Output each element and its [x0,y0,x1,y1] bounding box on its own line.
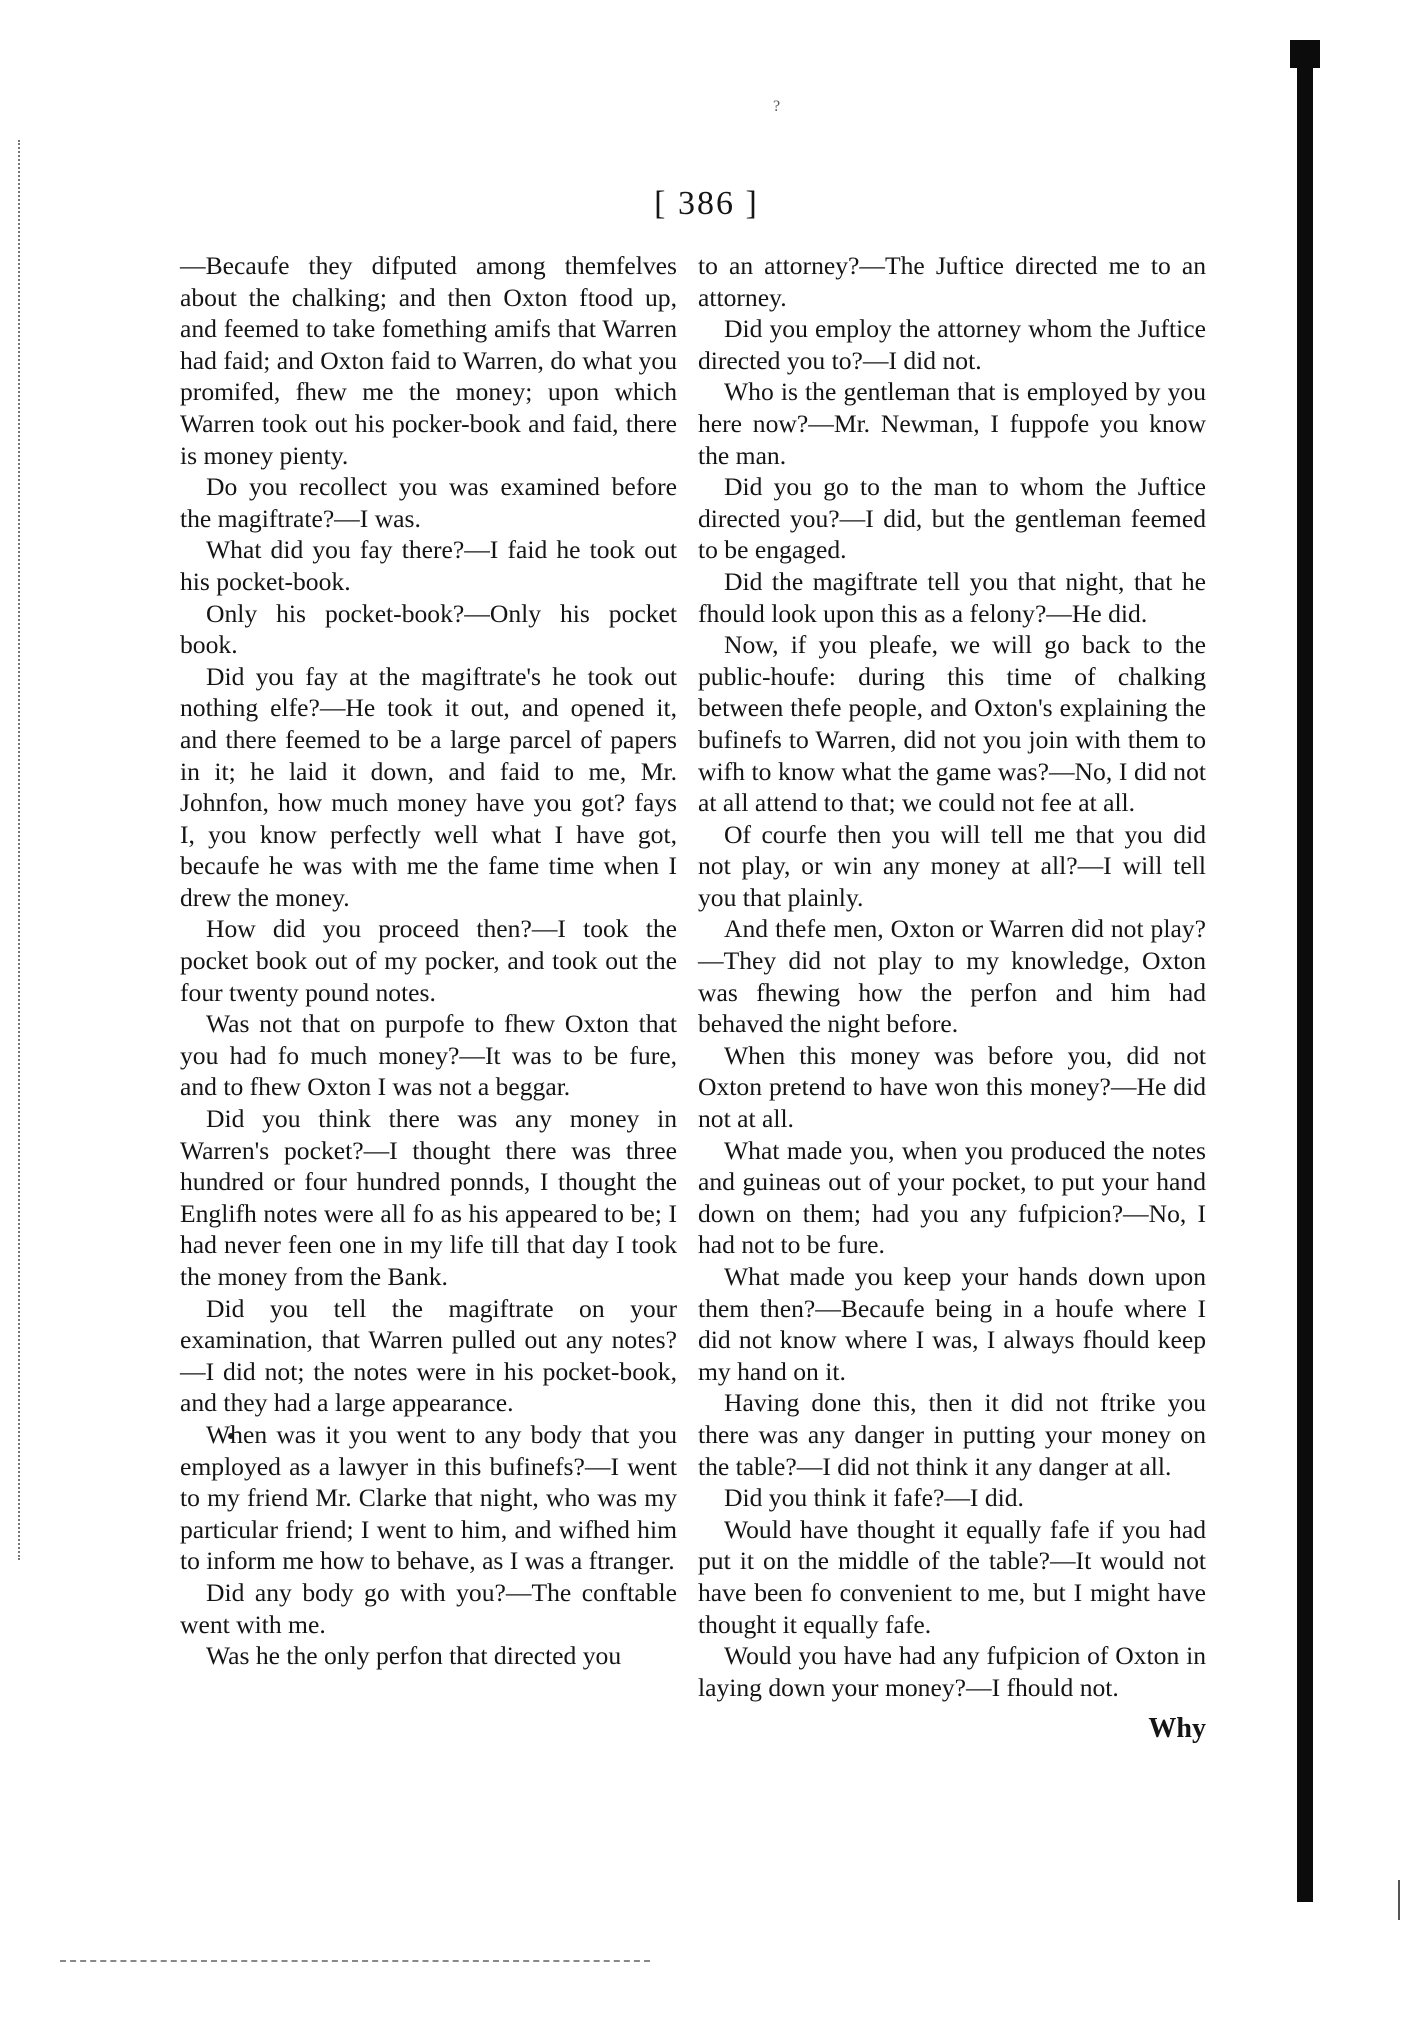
left-margin-specks [18,140,36,1560]
paragraph: Having done this, then it did not ftrike you there was any danger in putting your money on the table?—I did not think it any danger at all. [698,1388,1206,1481]
paragraph: Did you fay at the magiftrate's he took out nothing elfe?—He took it out, and opened it, and there feemed to be a large parcel of papers in it; he laid it down, and faid to me, Mr. Johnfon, how much money have you got? fays I, you know perfectly well what I have got, becaufe he was with me the fame time when I drew the money. [180,661,677,912]
paragraph: What made you keep your hands down upon them then?—Becaufe being in a houfe where I did not know where I was, I always fhould keep my hand on it. [698,1262,1206,1386]
paragraph: When was it you went to any body that you employed as a lawyer in this bufinefs?—I went to my friend Mr. Clarke that night, who was my particular friend; I went to him, and wifhed him to inform me how to behave, as I was a ftranger. [180,1419,677,1576]
paragraph: to an attorney?—The Juftice directed me to an attorney. [698,251,1206,312]
paragraph: What made you, when you produced the notes and guineas out of your pocket, to put your hand down on them; had you any fufpicion?—No, I had not to be fure. [698,1135,1206,1260]
paragraph: Was not that on purpofe to fhew Oxton that you had fo much money?—It was to be fure, and to fhew Oxton I was not a beggar. [180,1009,677,1102]
paragraph: Only his pocket-book?—Only his pocket book. [180,598,677,660]
paragraph: Did any body go with you?—The conftable went with me. [180,1577,677,1639]
left-column [180,250,677,1672]
paragraph: Now, if you pleafe, we will go back to the public-houfe: during this time of chalking between thefe people, and Oxton's explaining the bufinefs to Warren, did not you join with them to wifh to know what the game was?—No, I did not at all attend to that; we could not fee at all. [698,630,1206,818]
paragraph: What did you fay there?—I faid he took out his pocket-book. [180,535,677,596]
paragraph: Who is the gentleman that is employed by you here now?—Mr. Newman, I fuppofe you know the man. [698,377,1206,470]
paragraph: Did you go to the man to whom the Juftice directed you?—I did, but the gentleman feemed to be engaged. [698,472,1206,565]
paragraph: —Becaufe they difputed among themfelves about the chalking; and then Oxton ftood up, and feemed to take fomething amifs that Warren had faid; and Oxton faid to Warren, do what you promifed, fhew me the money; upon which Warren took out his pocker-book and faid, there is money pienty. [180,251,677,470]
paragraph: Did you tell the magiftrate on your examination, that Warren pulled out any notes?—I did not; the notes were in his pocket-book, and they had a large appearance. [180,1293,677,1418]
paragraph: Was he the only perfon that directed you [206,1641,622,1671]
paragraph: Would you have had any fufpicion of Oxton in laying down your money?—I fhould not. [698,1641,1206,1702]
paragraph: Of courfe then you will tell me that you did not play, or win any money at all?—I will tell you that plainly. [698,819,1206,912]
paragraph: Did you employ the attorney whom the Juftice directed you to?—I did not. [698,314,1206,375]
paragraph: And thefe men, Oxton or Warren did not play?—They did not play to my knowledge, Oxton was fhewing how the perfon and him had behaved the night before. [698,914,1206,1039]
paragraph: How did you proceed then?—I took the pocket book out of my pocker, and took out the four twenty pound notes. [180,914,677,1007]
binding-edge [1297,40,1313,1902]
paragraph: Did you think it fafe?—I did. [724,1483,1024,1513]
right-edge-mark [1398,1880,1400,1920]
bottom-scan-rule [60,1960,650,1962]
top-mark: ? [773,98,781,115]
paragraph: Did the magiftrate tell you that night, that he fhould look upon this as a felony?—He did. [698,566,1206,628]
paragraph: Did you think there was any money in Warren's pocket?—I thought there was three hundred or four hundred ponnds, I thought the Englifh notes were all fo as his appeared to be; I had never feen one in my life till that day I took the money from the Bank. [180,1104,677,1291]
page-number: [ 386 ] [654,185,759,222]
paragraph: Do you recollect you was examined before the magiftrate?—I was. [180,472,677,533]
right-column [698,250,1206,1703]
paragraph: Would have thought it equally fafe if you had put it on the middle of the table?—It would not have been fo convenient to me, but I might have thought it equally fafe. [698,1514,1206,1639]
paragraph: When this money was before you, did not Oxton pretend to have won this money?—He did not at all. [698,1040,1206,1134]
catchword: Why [1148,1713,1206,1744]
